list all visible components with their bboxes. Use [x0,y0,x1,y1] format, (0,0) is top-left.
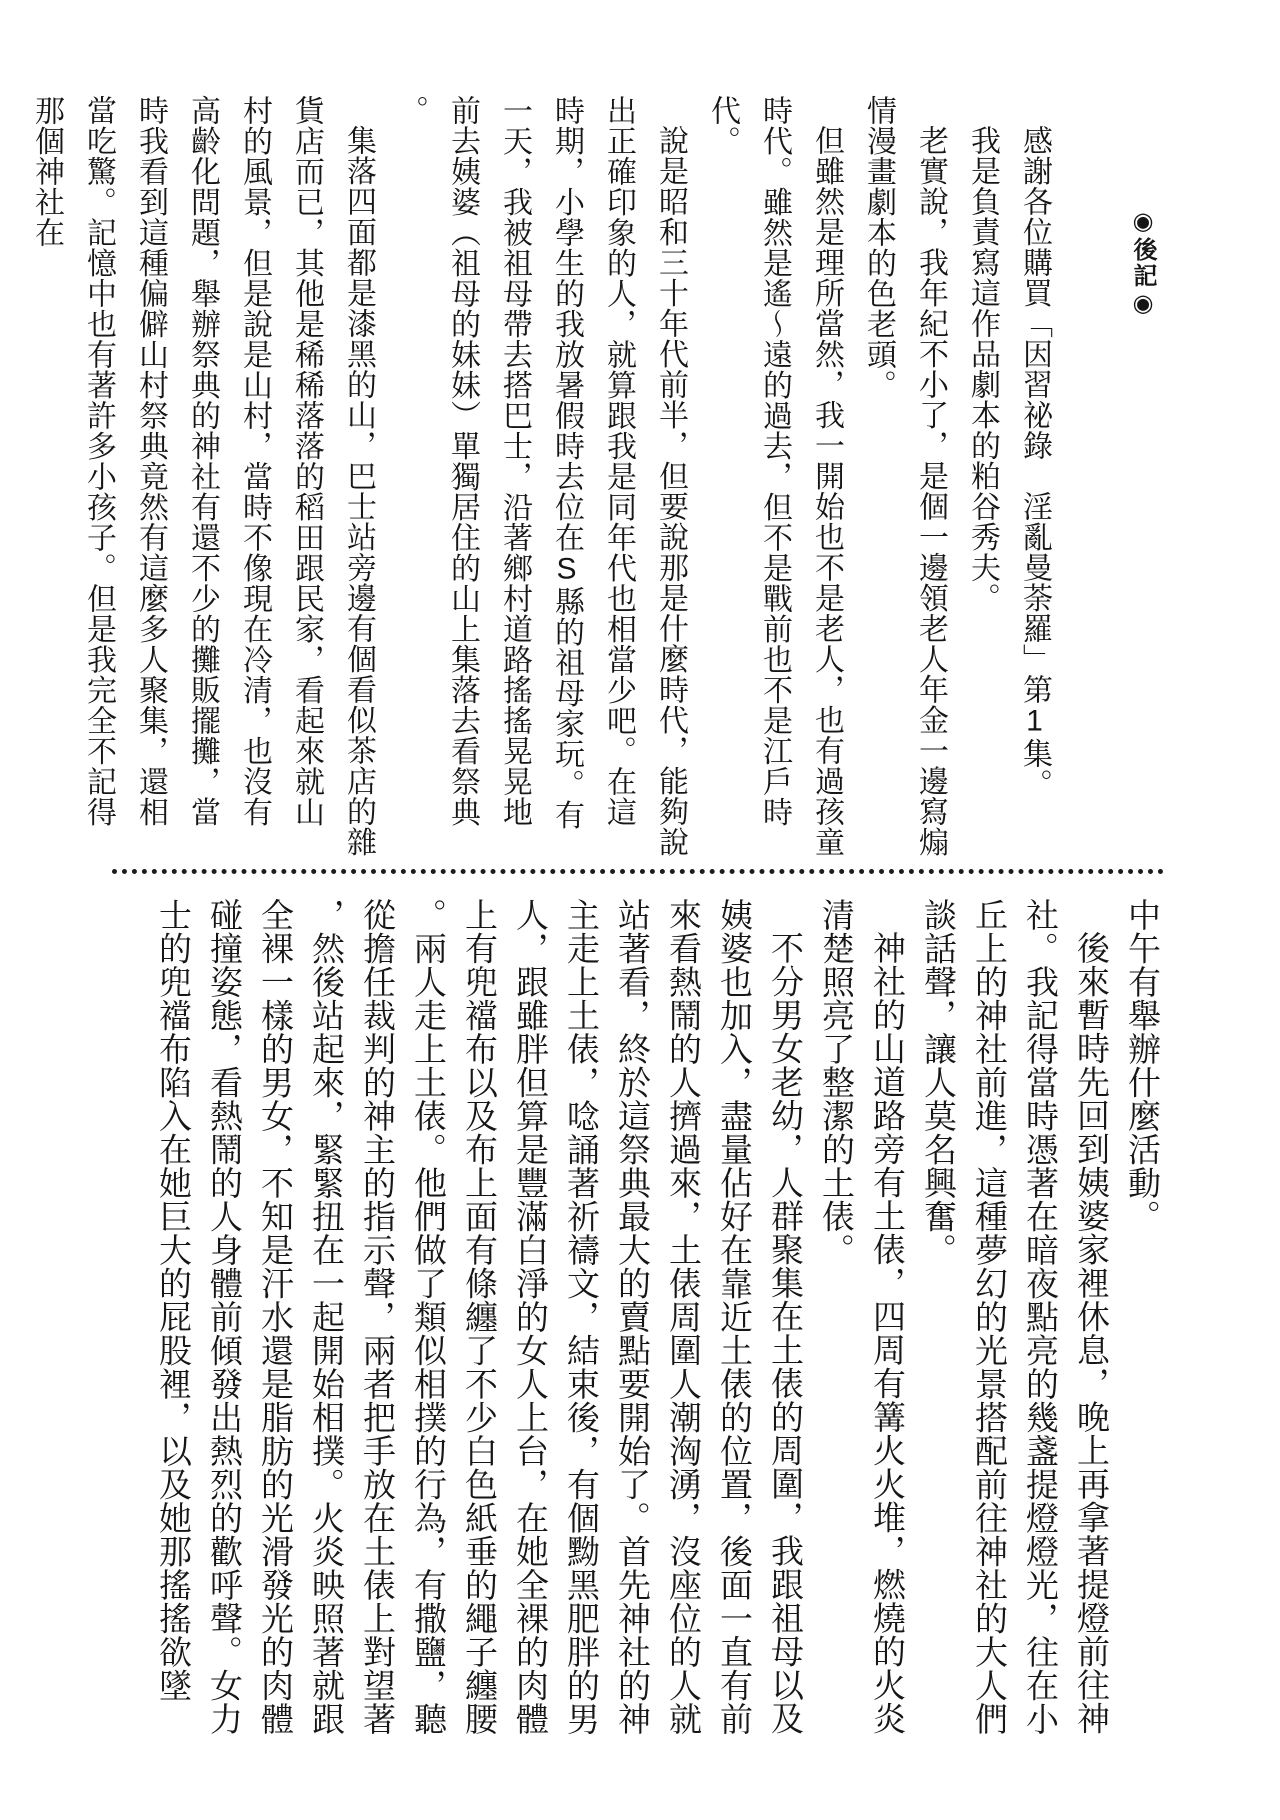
paragraph-showa-era: 說是昭和三十年代前半，但要說那是什麼時代，能夠說出正確印象的人，就算跟我是同年代也相當少吧。在這時期，小學生的我放暑假時去位在S縣的祖母家玩。有一天，我被祖母帶去搭巴士，沿著鄉村道路搖搖晃晃地前去姨婆（祖母的妹妹）單獨居住的山上集落去看祭典。 [394,95,687,857]
paragraph-thanks: 感謝各位購買「因習祕錄 淫亂曼荼羅」第1集。 [1018,125,1051,799]
dotted-page-divider [112,869,1164,874]
paragraph-village-continued: 中午有舉辦什麼活動。 [1124,898,1161,1233]
afterword-bottom-half [112,898,1168,1748]
paragraph-childhood: 但雖然是理所當然，我一開始也不是老人，也有過孩童時代。雖然是遙～遠的過去，但不是戰前也不是江戶時代。 [706,95,843,857]
afterword-top-half [30,95,1168,857]
paragraph-author-intro: 我是負責寫這作品劇本的粕谷秀夫。 [966,125,999,613]
paragraph-lantern-night: 後來暫時先回到姨婆家裡休息，晚上再拿著提燈前往神社。我記得當時憑著在暗夜點亮的幾盞提燈燈光，往在小丘上的神社前進，這種夢幻的光景搭配前往神社的大人們談話聲，讓人莫名興奮。 [920,898,1110,1736]
paragraph-bonfire-dohyo: 神社的山道路旁有土俵，四周有篝火火堆，燃燒的火炎清楚照亮了整潔的土俵。 [818,898,906,1735]
paragraph-festival-sumo: 不分男女老幼，人群聚集在土俵的周圍，我跟祖母以及姨婆也加入，盡量佔好在靠近土俵的位置，後面一直有前來看熱鬧的人擠過來，土俵周圍人潮洶湧，沒座位的人就站著看，終於這祭典最大的賣點要開始了。首先神社的神主走上土俵，唸誦著祈禱文，結束後，有個黝黑肥胖的男人，跟雖胖但算是豐滿白淨的女人上台，在她全裸的肉體上有兜襠布以及布上面有條纏了不少白色紙垂的繩子纏腰。兩人走上土俵。他們做了類似相撲的行為，有撒鹽，聽從擔任裁判的神主的指示聲，兩者把手放在土俵上對望著，然後站起來，緊緊扭在一起開始相撲。火炎映照著就跟全裸一樣的男女，不知是汗水還是脂肪的光滑發光的肉體碰撞姿態，看熱鬧的人身體前傾發出熱烈的歡呼聲。女力士的兜襠布陷入在她巨大的屁股裡，以及她那搖搖欲墜 [155,898,804,1736]
afterword-title: ◉後記◉ [1129,207,1156,319]
paragraph-honestly: 老實說，我年紀不小了，是個一邊領老人年金一邊寫煽情漫畫劇本的色老頭。 [862,95,947,857]
paragraph-village: 集落四面都是漆黑的山，巴士站旁邊有個看似茶店的雜貨店而已，其他是稀稀落落的稻田跟民家，看起來就山村的風景，但是說是山村，當時不像現在冷清，也沒有高齡化問題，舉辦祭典的神社有還不少的攤販擺攤，當時我看到這種偏僻山村祭典竟然有這麼多人聚集，還相當吃驚。記憶中也有著許多小孩子。但是我完全不記得那個神社在 [30,95,375,857]
